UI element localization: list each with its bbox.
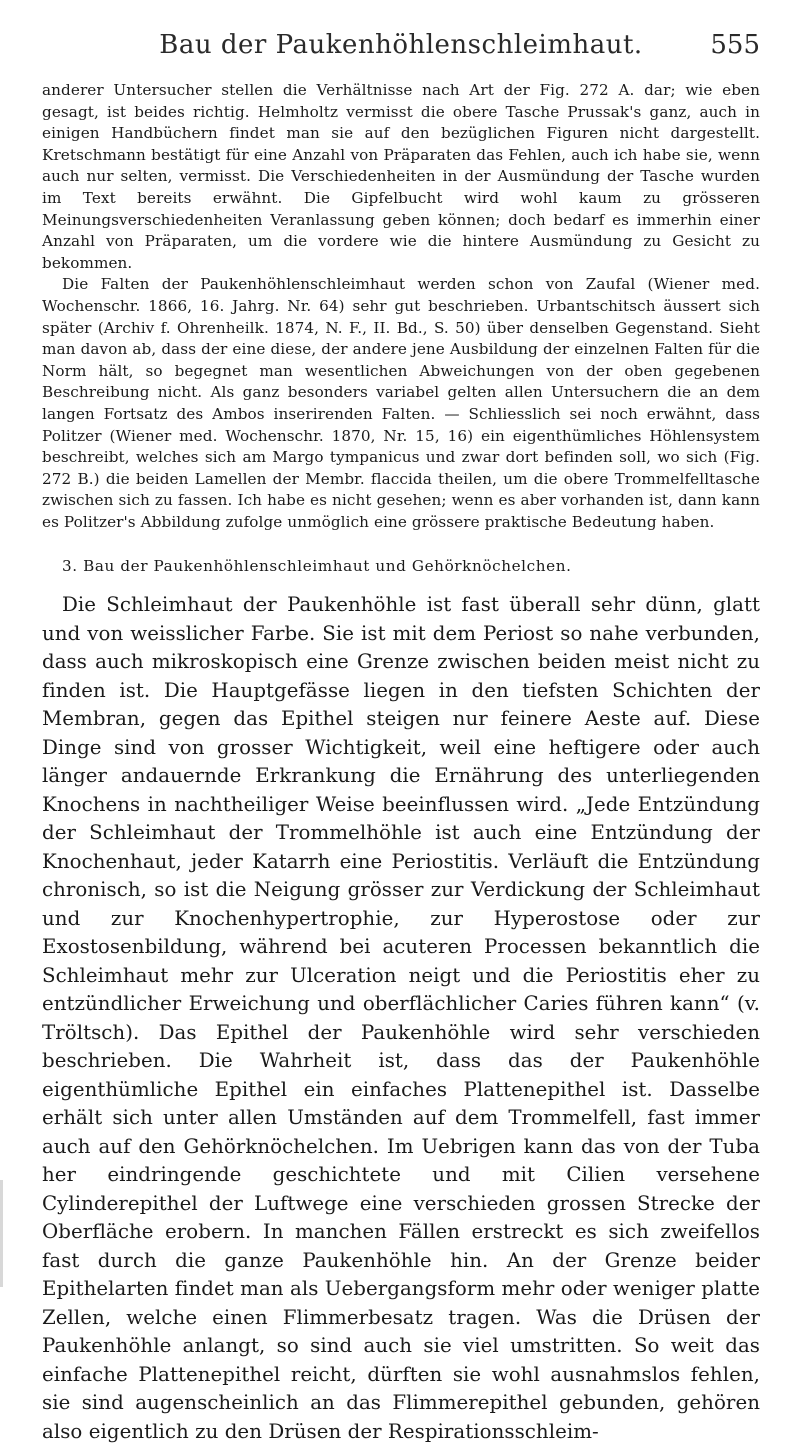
section-heading: 3. Bau der Paukenhöhlenschleimhaut und Gehörknöchelchen. — [62, 557, 572, 576]
page-number: 555 — [710, 30, 760, 60]
paragraph-1: anderer Untersucher stellen die Verhältnisse nach Art der Fig. 272 A. dar; wie eben gesagt, ist beides richtig. Helmholtz vermisst die obere Tasche Prussak's ganz, auch in einigen Handbüchern findet man sie auf den bezüglichen Figuren nicht dargestellt. Kretschmann bestätigt für eine Anzahl von Präparaten das Fehlen, auch ich habe sie, wenn auch nur selten, vermisst. Die Verschiedenheiten in der Ausmündung der Tasche wurden im Text bereits erwähnt. Die Gipfelbucht wird wohl kaum zu grösseren Meinungsverschiedenheiten Veranlassung geben können; doch bedarf es immerhin einer Anzahl von Präparaten, um die vordere wie die hintere Ausmündung zu Gesicht zu bekommen. — [42, 81, 760, 272]
running-header — [42, 10, 760, 80]
paragraph-3: Die Schleimhaut der Paukenhöhle ist fast überall sehr dünn, glatt und von weisslicher Farbe. Sie ist mit dem Periost so nahe verbunden, dass auch mikroskopisch eine Grenze zwischen beiden meist nicht zu finden ist. Die Hauptgefässe liegen in den tiefsten Schichten der Membran, gegen das Epithel steigen nur feinere Aeste auf. Diese Dinge sind von grosser Wichtigkeit, weil eine heftigere oder auch länger andauernde Erkrankung die Ernährung des unterliegenden Knochens in nachtheiliger Weise beeinflussen wird. „Jede Entzündung der Schleimhaut der Trommelhöhle ist auch eine Entzündung der Knochenhaut, jeder Katarrh eine Periostitis. Verläuft die Entzündung chronisch, so ist die Neigung grösser zur Verdickung der Schleimhaut und zur Knochenhypertrophie, zur Hyperostose oder zur Exostosenbildung, während bei acuteren Processen bekanntlich die Schleimhaut mehr zur Ulceration neigt und die Periostitis eher zu entzündlicher Erweichung und oberflächlicher Caries führen kann“ (v. Tröltsch). Das Epithel der Paukenhöhle wird sehr verschieden beschrieben. Die Wahrheit ist, dass das der Paukenhöhle eigenthümliche Epithel ein einfaches Plattenepithel ist. Dasselbe erhält sich unter allen Umständen auf dem Trommelfell, fast immer auch auf den Gehörknöchelchen. Im Uebrigen kann das von der Tuba her eindringende geschichtete und mit Cilien versehene Cylinderepithel der Luftwege eine verschieden grossen Strecke der Oberfläche erobern. In manchen Fällen erstreckt es sich zweifellos fast durch die ganze Paukenhöhle hin. An der Grenze beider Epithelarten findet man als Uebergangsform mehr oder weniger platte Zellen, welche einen Flimmerbesatz tragen. Was die Drüsen der Paukenhöhle anlangt, so sind auch sie viel umstritten. So weit das einfache Plattenepithel reicht, dürften sie wohl ausnahmslos fehlen, sie sind augenscheinlich an das Flimmerepithel gebunden, gehören also eigentlich zu den Drüsen der Respirationsschleim- — [42, 593, 760, 1443]
paragraph-2: Die Falten der Paukenhöhlenschleimhaut werden schon von Zaufal (Wiener med. Wochenschr. 1866, 16. Jahrg. Nr. 64) sehr gut beschrieben. Urbantschitsch äussert sich später (Archiv f. Ohrenheilk. 1874, N. F., II. Bd., S. 50) über denselben Gegenstand. Sieht man davon ab, dass der eine diese, der andere jene Ausbildung der einzelnen Falten für die Norm hält, so begegnet man wesentlichen Abweichungen von der oben gegebenen Beschreibung nicht. Als ganz besonders variabel gelten allen Untersuchern die an dem langen Fortsatz des Ambos inserirenden Falten. — Schliesslich sei noch erwähnt, dass Politzer (Wiener med. Wochenschr. 1870, Nr. 15, 16) ein eigenthümliches Höhlensystem beschreibt, welches sich am Margo tympanicus und zwar dort befinden soll, wo sich (Fig. 272 B.) die beiden Lamellen der Membr. flaccida theilen, um die obere Trommelfelltasche zwischen sich zu fassen. Ich habe es nicht gesehen; wenn es aber vorhanden ist, dann kann es Politzer's Abbildung zufolge unmöglich eine grössere praktische Bedeutung haben. — [42, 275, 760, 531]
page-edge-shadow — [0, 1180, 3, 1287]
running-title: Bau der Paukenhöhlenschleimhaut. — [159, 30, 643, 60]
book-page — [42, 10, 760, 1446]
